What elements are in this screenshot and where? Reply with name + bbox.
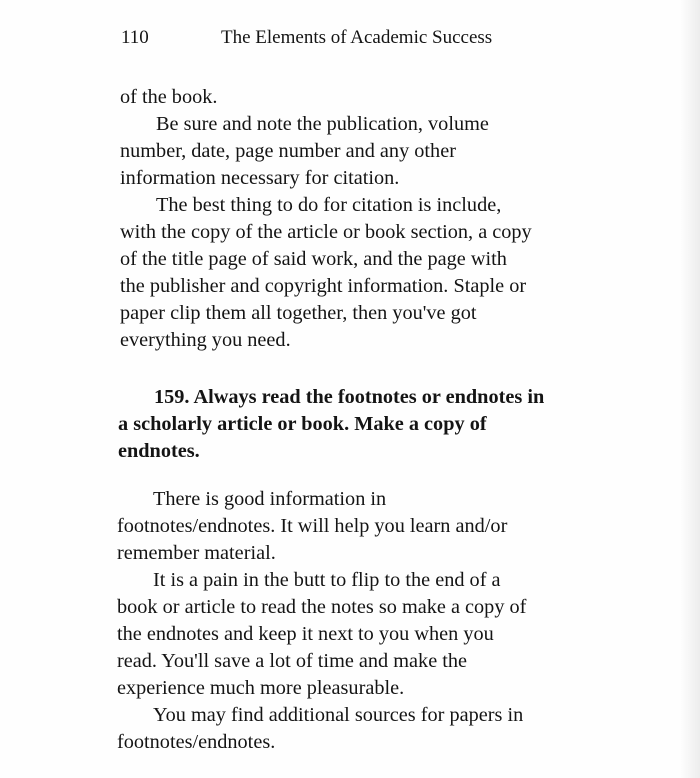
running-title: The Elements of Academic Success (221, 27, 493, 48)
text-line: the publisher and copyright information. Staple or (120, 275, 527, 297)
body-text-top (120, 84, 532, 354)
text-line: number, date, page number and any other (120, 140, 456, 162)
text-line: remember material. (117, 542, 276, 564)
text-line: footnotes/endnotes. (117, 731, 276, 753)
text-line: with the copy of the article or book section, a copy (120, 221, 532, 243)
text-line: information necessary for citation. (120, 167, 400, 189)
text-line: experience much more pleasurable. (117, 677, 405, 699)
scan-edge-shadow (680, 0, 700, 778)
text-line: It is a pain in the butt to flip to the end of a (153, 569, 501, 591)
text-line: You may find additional sources for papers in (153, 704, 524, 726)
text-line: of the title page of said work, and the page with (120, 248, 507, 270)
text-line: There is good information in (153, 488, 387, 510)
page-number: 110 (121, 27, 149, 48)
text-line: of the book. (120, 86, 218, 108)
heading-line: a scholarly article or book. Make a copy of (118, 413, 487, 435)
body-text-bottom (117, 486, 526, 756)
text-line: the endnotes and keep it next to you when you (117, 623, 494, 645)
text-line: paper clip them all together, then you've got (120, 302, 477, 324)
text-line: read. You'll save a lot of time and make the (117, 650, 468, 672)
text-line: footnotes/endnotes. It will help you learn and/or (117, 515, 508, 537)
text-line: book or article to read the notes so make a copy of (117, 596, 527, 618)
heading-line: 159. Always read the footnotes or endnotes in (154, 386, 545, 408)
tip-heading (118, 384, 544, 465)
page-header (121, 26, 541, 50)
text-line: everything you need. (120, 329, 291, 351)
text-line: Be sure and note the publication, volume (156, 113, 489, 135)
text-line: The best thing to do for citation is include, (156, 194, 502, 216)
heading-line: endnotes. (118, 440, 200, 462)
